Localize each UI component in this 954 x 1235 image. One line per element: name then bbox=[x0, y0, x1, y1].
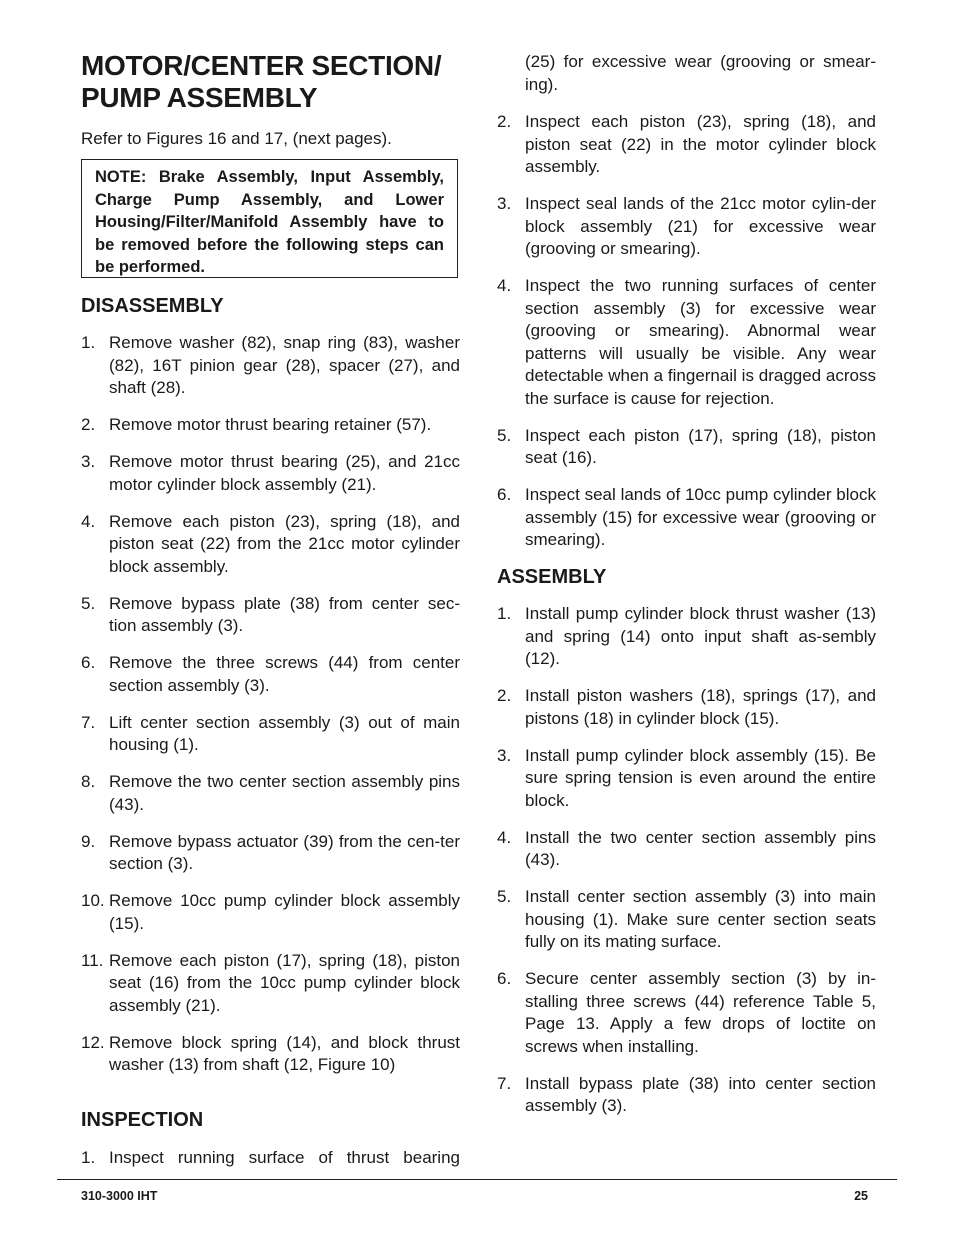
step-number: 4. bbox=[497, 827, 512, 847]
step-text: Install center section assembly (3) into main housing (1). Make sure center section seats fully on its mating surface. bbox=[525, 887, 876, 951]
step-number: 3. bbox=[497, 194, 512, 213]
list-item bbox=[81, 511, 460, 579]
step-number: 10. bbox=[81, 891, 105, 910]
step-number: 8. bbox=[81, 772, 96, 791]
step-text: Install bypass plate (38) into center section assembly (3). bbox=[525, 1073, 876, 1115]
step-text: Remove bypass plate (38) from center sec-tion assembly (3). bbox=[109, 593, 460, 635]
inspection-steps-right bbox=[497, 111, 876, 566]
step-number: 1. bbox=[81, 333, 96, 352]
step-text: Remove motor thrust bearing retainer (57). bbox=[109, 415, 432, 434]
inspection-steps-continued bbox=[497, 51, 876, 111]
step-text: Install piston washers (18), springs (17), and pistons (18) in cylinder block (15). bbox=[525, 686, 876, 728]
step-text: Secure center assembly section (3) by in-stalling three screws (44) reference Table 5, Page 13. Apply a few drops of loctite on screws when installing. bbox=[525, 969, 876, 1056]
inspection-heading: INSPECTION bbox=[81, 1109, 204, 1131]
list-item bbox=[497, 685, 876, 730]
list-item bbox=[81, 890, 460, 935]
step-text: Inspect the two running surfaces of center section assembly (3) for excessive wear (grooving or smearing). Abnormal wear patterns will usually be visible. Any wear detectable when a fingernail is dragged across the surface is cause for rejection. bbox=[525, 276, 876, 408]
disassembly-heading: DISASSEMBLY bbox=[81, 295, 224, 317]
list-item bbox=[81, 1032, 460, 1077]
step-text: Inspect seal lands of 10cc pump cylinder block assembly (15) for excessive wear (grooving or smearing). bbox=[525, 485, 876, 549]
intro-text: Refer to Figures 16 and 17, (next pages). bbox=[81, 129, 392, 148]
list-item bbox=[81, 332, 460, 400]
assembly-steps bbox=[497, 603, 876, 1132]
step-text: Remove each piston (17), spring (18), piston seat (16) from the 10cc pump cylinder block assembly (21). bbox=[109, 950, 460, 1015]
page-title-line-1: MOTOR/CENTER SECTION/ bbox=[81, 50, 442, 81]
step-number: 12. bbox=[81, 1032, 105, 1052]
list-item: 1. Inspect running surface of thrust bearing bbox=[81, 1147, 460, 1170]
list-item bbox=[81, 652, 460, 697]
step-number: 5. bbox=[81, 593, 96, 613]
list-item bbox=[497, 827, 876, 872]
step-number: 4. bbox=[81, 511, 96, 531]
step-text: Remove the three screws (44) from center section assembly (3). bbox=[109, 653, 460, 695]
list-item bbox=[497, 968, 876, 1058]
step-number: 1. bbox=[497, 604, 512, 623]
step-text: Lift center section assembly (3) out of main housing (1). bbox=[109, 712, 460, 754]
step-number: 6. bbox=[81, 653, 96, 672]
step-number: 11. bbox=[81, 950, 104, 970]
list-item bbox=[81, 593, 460, 638]
step-text: Remove 10cc pump cylinder block assembly (15). bbox=[109, 891, 460, 933]
step-text: Install pump cylinder block assembly (15). Be sure spring tension is even around the entire block. bbox=[525, 745, 876, 810]
step-number: 7. bbox=[81, 712, 96, 732]
step-text: Remove bypass actuator (39) from the cen-ter section (3). bbox=[109, 831, 460, 873]
step-number: 5. bbox=[497, 887, 512, 906]
list-item bbox=[497, 425, 876, 470]
step-text: Install the two center section assembly pins (43). bbox=[525, 827, 876, 869]
list-item bbox=[497, 1073, 876, 1118]
list-item bbox=[81, 831, 460, 876]
step-text: Remove block spring (14), and block thrust washer (13) from shaft (12, Figure 10) bbox=[109, 1032, 460, 1074]
footer-divider bbox=[57, 1179, 897, 1180]
list-item bbox=[497, 603, 876, 671]
inspection-step-1-part-2: (25) for excessive wear (grooving or smear-ing). bbox=[525, 52, 876, 94]
step-number: 6. bbox=[497, 485, 512, 504]
list-item bbox=[497, 193, 876, 261]
step-number: 7. bbox=[497, 1073, 512, 1093]
list-item bbox=[81, 451, 460, 496]
list-item bbox=[497, 745, 876, 813]
page-title bbox=[81, 50, 481, 114]
inspection-step-1-part-1: Inspect running surface of thrust bearing bbox=[109, 1148, 460, 1167]
list-item bbox=[497, 886, 876, 954]
step-number: 9. bbox=[81, 831, 96, 851]
step-number: 2. bbox=[497, 112, 512, 131]
step-number: 6. bbox=[497, 969, 512, 988]
step-number: 4. bbox=[497, 276, 512, 295]
disassembly-steps bbox=[81, 332, 460, 1091]
step-number: 5. bbox=[497, 425, 512, 445]
step-text: Inspect seal lands of the 21cc motor cylin-der block assembly (21) for excessive wear (grooving or smearing). bbox=[525, 194, 876, 258]
page-title-line-2: PUMP ASSEMBLY bbox=[81, 82, 318, 113]
step-text: Install pump cylinder block thrust washer (13) and spring (14) onto input shaft as-sembly (12). bbox=[525, 604, 876, 668]
list-item bbox=[497, 111, 876, 179]
step-text: Remove motor thrust bearing (25), and 21cc motor cylinder block assembly (21). bbox=[109, 452, 460, 494]
assembly-heading: ASSEMBLY bbox=[497, 566, 607, 588]
step-number: 2. bbox=[81, 415, 96, 434]
footer-doc-id: 310-3000 IHT bbox=[81, 1189, 158, 1203]
step-number: 3. bbox=[497, 745, 512, 765]
step-text: Remove washer (82), snap ring (83), washer (82), 16T pinion gear (28), spacer (27), and shaft (28). bbox=[109, 333, 460, 397]
step-number: 3. bbox=[81, 452, 96, 471]
list-item bbox=[81, 712, 460, 757]
step-number: 2. bbox=[497, 686, 512, 705]
list-item bbox=[81, 771, 460, 816]
list-item bbox=[497, 275, 876, 410]
step-text: Remove the two center section assembly pins (43). bbox=[109, 772, 460, 814]
list-item bbox=[81, 950, 460, 1018]
step-text: Remove each piston (23), spring (18), and piston seat (22) from the 21cc motor cylinder block assembly. bbox=[109, 511, 460, 576]
step-text: Inspect each piston (23), spring (18), and piston seat (22) in the motor cylinder block assembly. bbox=[525, 112, 876, 176]
list-item bbox=[497, 51, 876, 96]
note-box: NOTE: Brake Assembly, Input Assembly, Charge Pump Assembly, and Lower Housing/Filter/Manifold Assembly have to be removed before the following steps can be performed. bbox=[81, 159, 458, 278]
list-item bbox=[81, 414, 460, 437]
footer-page-number: 25 bbox=[854, 1189, 868, 1203]
list-item bbox=[497, 484, 876, 552]
step-text: Inspect each piston (17), spring (18), piston seat (16). bbox=[525, 425, 876, 467]
